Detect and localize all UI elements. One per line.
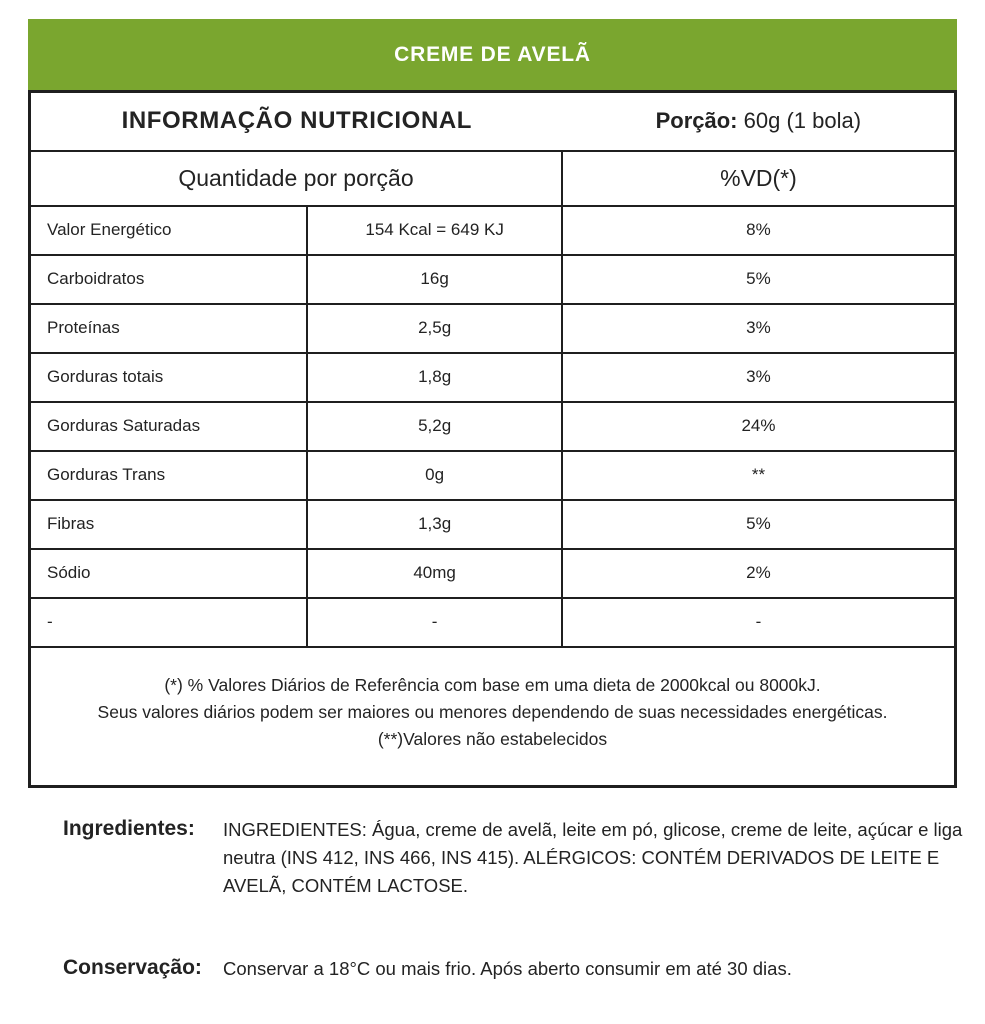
nutrient-row (30, 549, 956, 598)
nutrient-row (30, 255, 956, 304)
nutrient-amount: - (307, 598, 562, 647)
column-header-amount: Quantidade por porção (30, 151, 562, 206)
ingredients-section (63, 816, 978, 899)
nutrient-dv: 2% (562, 549, 956, 598)
nutrient-label: Carboidratos (30, 255, 308, 304)
nutrient-amount: 5,2g (307, 402, 562, 451)
info-header-row (30, 92, 956, 151)
nutrition-table (28, 90, 957, 788)
nutrient-amount: 154 Kcal = 649 KJ (307, 206, 562, 255)
footnote-line: (**)Valores não estabelecidos (377, 728, 608, 749)
portion-label: Porção: (655, 108, 738, 134)
conservation-text: Conservar a 18°C ou mais frio. Após aberto consumir em até 30 dias. (223, 958, 792, 980)
nutrient-dv: 24% (562, 402, 956, 451)
product-title-bar (28, 19, 957, 90)
nutrient-dv: 5% (562, 255, 956, 304)
nutrient-row (30, 353, 956, 402)
nutrient-label: Gorduras Saturadas (30, 402, 308, 451)
nutrient-label: Gorduras totais (30, 353, 308, 402)
nutrient-label: Fibras (30, 500, 308, 549)
footnote-line: (*) % Valores Diários de Referência com base em uma dieta de 2000kcal ou 8000kJ. (164, 674, 821, 695)
nutrient-amount: 1,3g (307, 500, 562, 549)
nutrient-dv: - (562, 598, 956, 647)
nutrient-label: Sódio (30, 549, 308, 598)
nutrient-row (30, 451, 956, 500)
nutrient-amount: 16g (307, 255, 562, 304)
nutrient-label: - (30, 598, 308, 647)
footnotes (31, 648, 954, 753)
ingredients-text: INGREDIENTES: Água, creme de avelã, leite em pó, glicose, creme de leite, açúcar e liga neutra (INS 412, INS 466, INS 415). ALÉRGICOS: CONTÉM DERIVADOS DE LEITE E AVELÃ, CONTÉM LACTOSE. (223, 819, 963, 896)
nutrient-amount: 0g (307, 451, 562, 500)
conservation-section (63, 955, 978, 983)
nutrient-dv: 3% (562, 353, 956, 402)
portion-info (563, 108, 954, 134)
nutrient-dv: 3% (562, 304, 956, 353)
nutrient-dv: 8% (562, 206, 956, 255)
label-sheet (28, 0, 963, 983)
nutrition-info-title: INFORMAÇÃO NUTRICIONAL (121, 107, 473, 135)
nutrient-row (30, 402, 956, 451)
nutrient-amount: 40mg (307, 549, 562, 598)
portion-value: 60g (1 bola) (743, 108, 862, 134)
nutrient-row (30, 206, 956, 255)
nutrient-dv: 5% (562, 500, 956, 549)
nutrient-amount: 1,8g (307, 353, 562, 402)
nutrient-label: Gorduras Trans (30, 451, 308, 500)
ingredients-label: Ingredientes: (63, 817, 195, 840)
nutrient-row (30, 500, 956, 549)
column-header-dv: %VD(*) (562, 151, 956, 206)
nutrient-row (30, 304, 956, 353)
footnotes-row (30, 647, 956, 787)
nutrient-label: Proteínas (30, 304, 308, 353)
column-header-row (30, 151, 956, 206)
nutrient-amount: 2,5g (307, 304, 562, 353)
nutrient-dv: ** (562, 451, 956, 500)
conservation-label: Conservação: (63, 956, 202, 980)
footnote-line: Seus valores diários podem ser maiores ou menores dependendo de suas necessidades energéticas. (97, 701, 888, 722)
product-title: CREME DE AVELÃ (394, 42, 591, 66)
nutrient-label: Valor Energético (30, 206, 308, 255)
nutrient-row (30, 598, 956, 647)
